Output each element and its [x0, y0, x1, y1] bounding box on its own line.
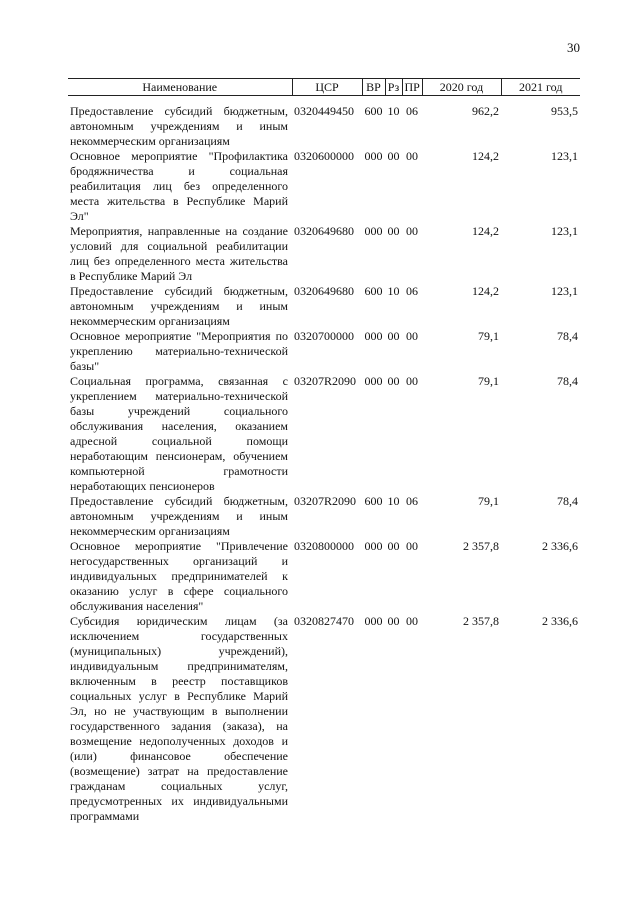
row-2020: 124,2 — [472, 284, 499, 298]
row-2020: 124,2 — [472, 149, 499, 163]
row-csr: 0320700000 — [294, 329, 354, 343]
header-name: Наименование — [68, 79, 292, 96]
row-vr: 000 — [364, 149, 383, 163]
row-pr: 00 — [406, 539, 418, 553]
row-name: Основное мероприятие "Профилактика бродяжничества и социальная реабилитация лиц без определенного места жительства в Республике Марий Эл" — [70, 149, 288, 223]
row-rz: 00 — [387, 329, 400, 343]
table-row — [68, 224, 580, 284]
row-name: Социальная программа, связанная с укреплением материально-технической базы учреждений социального обслуживания населения, оказанием адресной социальной помощи неработающим пенсионерам, обучением компьютерной грамотности неработающих пенсионеров — [70, 374, 288, 493]
header-rz: Рз — [385, 79, 402, 96]
row-pr: 00 — [406, 224, 418, 238]
header-vr: ВР — [362, 79, 385, 96]
row-csr: 03207R2090 — [294, 374, 357, 388]
row-pr: 00 — [406, 614, 418, 628]
row-rz: 00 — [387, 539, 400, 553]
row-vr: 000 — [364, 329, 383, 343]
table-row — [68, 539, 580, 614]
budget-table — [68, 78, 580, 824]
row-pr: 06 — [406, 284, 418, 298]
row-2021: 2 336,6 — [542, 539, 578, 553]
row-2021: 123,1 — [551, 224, 578, 238]
row-vr: 600 — [364, 104, 383, 118]
table-row — [68, 494, 580, 539]
row-pr: 06 — [406, 104, 418, 118]
row-rz: 00 — [387, 614, 400, 628]
row-2020: 79,1 — [478, 374, 499, 388]
row-2020: 79,1 — [478, 329, 499, 343]
row-2020: 79,1 — [478, 494, 499, 508]
row-csr: 0320600000 — [294, 149, 354, 163]
row-name: Предоставление субсидий бюджетным, автономным учреждениям и иным некоммерческим организациям — [70, 494, 288, 538]
row-vr: 000 — [364, 614, 383, 628]
row-name: Мероприятия, направленные на создание условий для социальной реабилитации лиц без определенного места жительства в Республике Марий Эл — [70, 224, 288, 283]
row-vr: 000 — [364, 224, 383, 238]
row-2021: 123,1 — [551, 149, 578, 163]
row-csr: 0320800000 — [294, 539, 354, 553]
row-rz: 00 — [387, 224, 400, 238]
row-pr: 00 — [406, 374, 418, 388]
table-row — [68, 96, 580, 150]
row-vr: 600 — [364, 494, 383, 508]
row-2021: 2 336,6 — [542, 614, 578, 628]
row-vr: 000 — [364, 374, 383, 388]
row-2021: 78,4 — [557, 494, 578, 508]
row-vr: 600 — [364, 284, 383, 298]
row-rz: 10 — [387, 104, 400, 118]
row-name: Предоставление субсидий бюджетным, автономным учреждениям и иным некоммерческим организациям — [70, 284, 288, 328]
table-row — [68, 329, 580, 374]
header-csr: ЦСР — [292, 79, 362, 96]
row-2021: 123,1 — [551, 284, 578, 298]
row-vr: 000 — [364, 539, 383, 553]
row-2021: 78,4 — [557, 329, 578, 343]
row-pr: 00 — [406, 329, 418, 343]
table-row — [68, 284, 580, 329]
row-2020: 962,2 — [472, 104, 499, 118]
header-2020: 2020 год — [422, 79, 501, 96]
table-header-row — [68, 79, 580, 96]
row-pr: 06 — [406, 494, 418, 508]
header-pr: ПР — [402, 79, 422, 96]
row-2020: 2 357,8 — [463, 539, 499, 553]
table-row — [68, 614, 580, 824]
header-2021: 2021 год — [501, 79, 580, 96]
row-name: Основное мероприятие "Мероприятия по укреплению материально-технической базы" — [70, 329, 288, 373]
row-csr: 0320649680 — [294, 224, 354, 238]
row-rz: 10 — [387, 284, 400, 298]
row-2020: 2 357,8 — [463, 614, 499, 628]
row-csr: 03207R2090 — [294, 494, 357, 508]
table-row — [68, 149, 580, 224]
row-2020: 124,2 — [472, 224, 499, 238]
row-name: Основное мероприятие "Привлечение негосударственных организаций и индивидуальных предпринимателей к оказанию услуг в сфере социального обслуживания населения" — [70, 539, 288, 613]
row-csr: 0320827470 — [294, 614, 354, 628]
row-rz: 10 — [387, 494, 400, 508]
row-2021: 953,5 — [551, 104, 578, 118]
page-number: 30 — [567, 40, 580, 55]
row-name: Предоставление субсидий бюджетным, автономным учреждениям и иным некоммерческим организациям — [70, 104, 288, 148]
row-2021: 78,4 — [557, 374, 578, 388]
row-rz: 00 — [387, 149, 400, 163]
table-row — [68, 374, 580, 494]
row-name: Субсидия юридическим лицам (за исключением государственных (муниципальных) учреждений), индивидуальным предпринимателям, включенным в реестр поставщиков социальных услуг в Республике Марий Эл, но не участвующим в выполнении государственного задания (заказа), на возмещение недополученных доходов и (или) финансовое обеспечение (возмещение) затрат на предоставление гражданам социальных услуг, предусмотренных их индивидуальными программами — [70, 614, 288, 823]
row-csr: 0320649680 — [294, 284, 354, 298]
row-rz: 00 — [387, 374, 400, 388]
row-pr: 00 — [406, 149, 418, 163]
row-csr: 0320449450 — [294, 104, 354, 118]
